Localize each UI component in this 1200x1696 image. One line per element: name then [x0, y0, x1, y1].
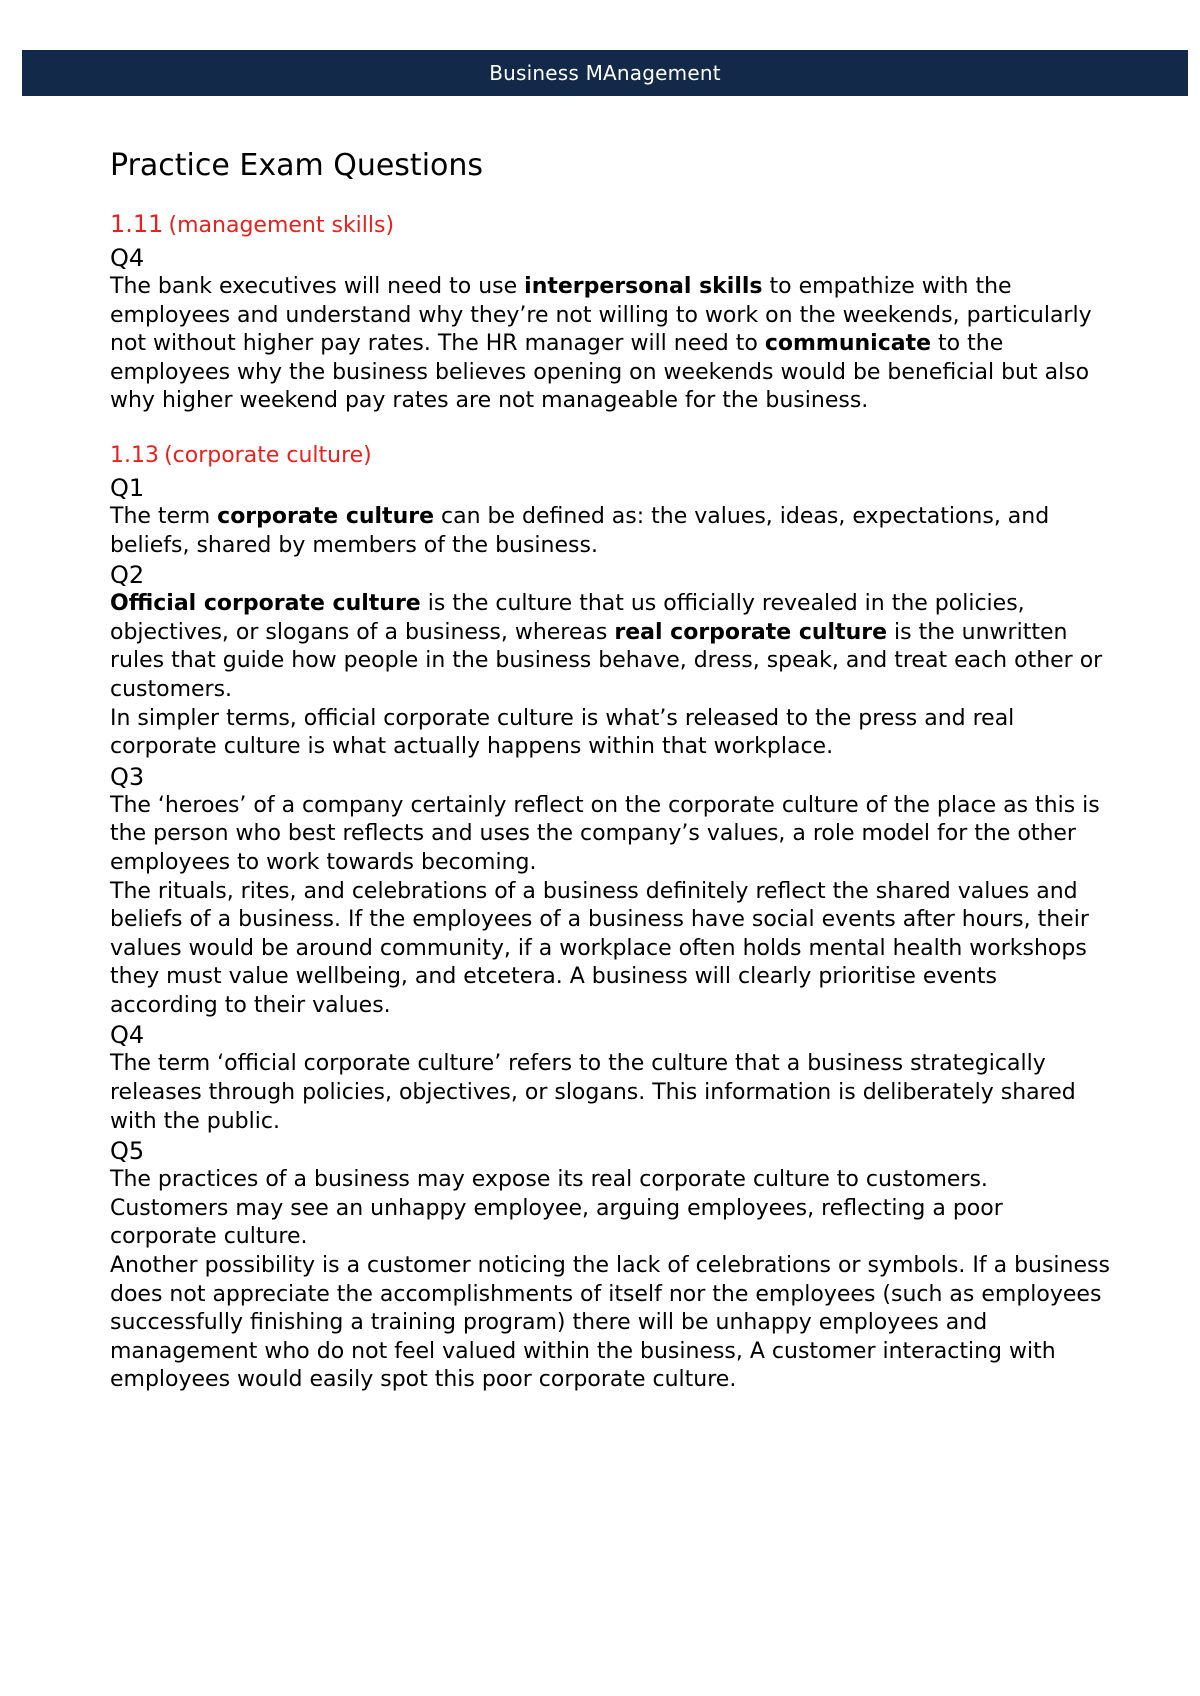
answer-paragraph — [110, 1252, 1110, 1395]
answer-paragraph — [110, 1166, 1110, 1252]
answer-text: can be defined as: the values, ideas, expectations, and beliefs, shared by members of the business. — [110, 503, 1050, 558]
question-block — [110, 243, 1110, 416]
answer-text: to empathize with the employees and understand why they’re not willing to work on the weekends, particularly not without higher pay rates. The HR manager will need to — [110, 274, 1092, 357]
key-term: communicate — [764, 331, 932, 357]
answer-paragraph — [110, 1050, 1110, 1136]
question-block — [110, 560, 1110, 762]
answer-text: The bank executives will need to use — [110, 274, 525, 299]
answer-paragraph — [110, 503, 1110, 560]
answer-text: In simpler terms, official corporate culture is what’s released to the press and real corporate culture is what actually happens within that workplace. — [110, 705, 1015, 760]
answer-text: The rituals, rites, and celebrations of a business definitely reflect the shared values and beliefs of a business. If the employees of a business have social events after hours, their values would be around community, if a workplace often holds mental health workshops they must value wellbeing, and etcetera. A business will clearly prioritise events according to their values. — [110, 878, 1089, 1018]
question-label: Q4 — [110, 244, 145, 272]
question-block — [110, 762, 1110, 1021]
key-term: real corporate culture — [614, 619, 888, 645]
answer-text: The term ‘official corporate culture’ refers to the culture that a business strategically releases through policies, objectives, or slogans. This information is deliberately shared with the public. — [110, 1051, 1076, 1134]
question-block — [110, 1136, 1110, 1395]
answer-paragraph — [110, 273, 1110, 416]
section-number: 1.11 — [110, 210, 164, 238]
section-heading — [110, 208, 1110, 243]
section-heading — [110, 440, 1110, 473]
answer-text: Another possibility is a customer noticing the lack of celebrations or symbols. If a business does not appreciate the accomplishments of itself nor the employees (such as employees successfully finishing a training program) there will be unhappy employees and management who do not feel valued within the business, A customer interacting with employees would easily spot this poor corporate culture. — [110, 1253, 1110, 1393]
question-label: Q2 — [110, 561, 145, 590]
document-body — [110, 140, 1110, 1419]
question-label: Q4 — [110, 1021, 145, 1050]
document-header-title: Business MAnagement — [489, 61, 721, 85]
answer-text: to the employees why the business believes opening on weekends would be beneficial but also why higher weekend pay rates are not manageable for the business. — [110, 331, 1090, 414]
section-management-skills — [110, 208, 1110, 416]
section-corporate-culture — [110, 440, 1110, 1395]
document-header-bar — [22, 50, 1188, 96]
section-topic: (corporate culture) — [164, 442, 372, 468]
answer-text: The term — [110, 503, 218, 529]
section-number: 1.13 — [110, 442, 159, 468]
key-term: interpersonal skills — [524, 274, 763, 299]
question-label: Q3 — [110, 762, 145, 791]
answer-paragraph — [110, 878, 1110, 1021]
question-block — [110, 1020, 1110, 1136]
key-term: Official corporate culture — [110, 591, 421, 617]
page-title: Practice Exam Questions — [110, 148, 484, 183]
answer-paragraph — [110, 705, 1110, 762]
question-block — [110, 473, 1110, 560]
answer-text: is the culture that us officially revealed in the policies, objectives, or slogans of a business, whereas — [110, 591, 1025, 645]
answer-text: The ‘heroes’ of a company certainly reflect on the corporate culture of the place as this is the person who best reflects and uses the company’s values, a role model for the other employees to work towards becoming. — [110, 792, 1100, 875]
answer-paragraph — [110, 590, 1110, 704]
question-label: Q5 — [110, 1137, 145, 1166]
section-topic: (management skills) — [168, 213, 395, 238]
answer-paragraph — [110, 792, 1110, 878]
answer-text: The practices of a business may expose its real corporate culture to customers. Customers may see an unhappy employee, arguing employees, reflecting a poor corporate culture. — [110, 1167, 1003, 1250]
answer-text: is the unwritten rules that guide how people in the business behave, dress, speak, and treat each other or customers. — [110, 619, 1103, 702]
question-label: Q1 — [110, 473, 145, 502]
key-term: corporate culture — [217, 503, 435, 529]
